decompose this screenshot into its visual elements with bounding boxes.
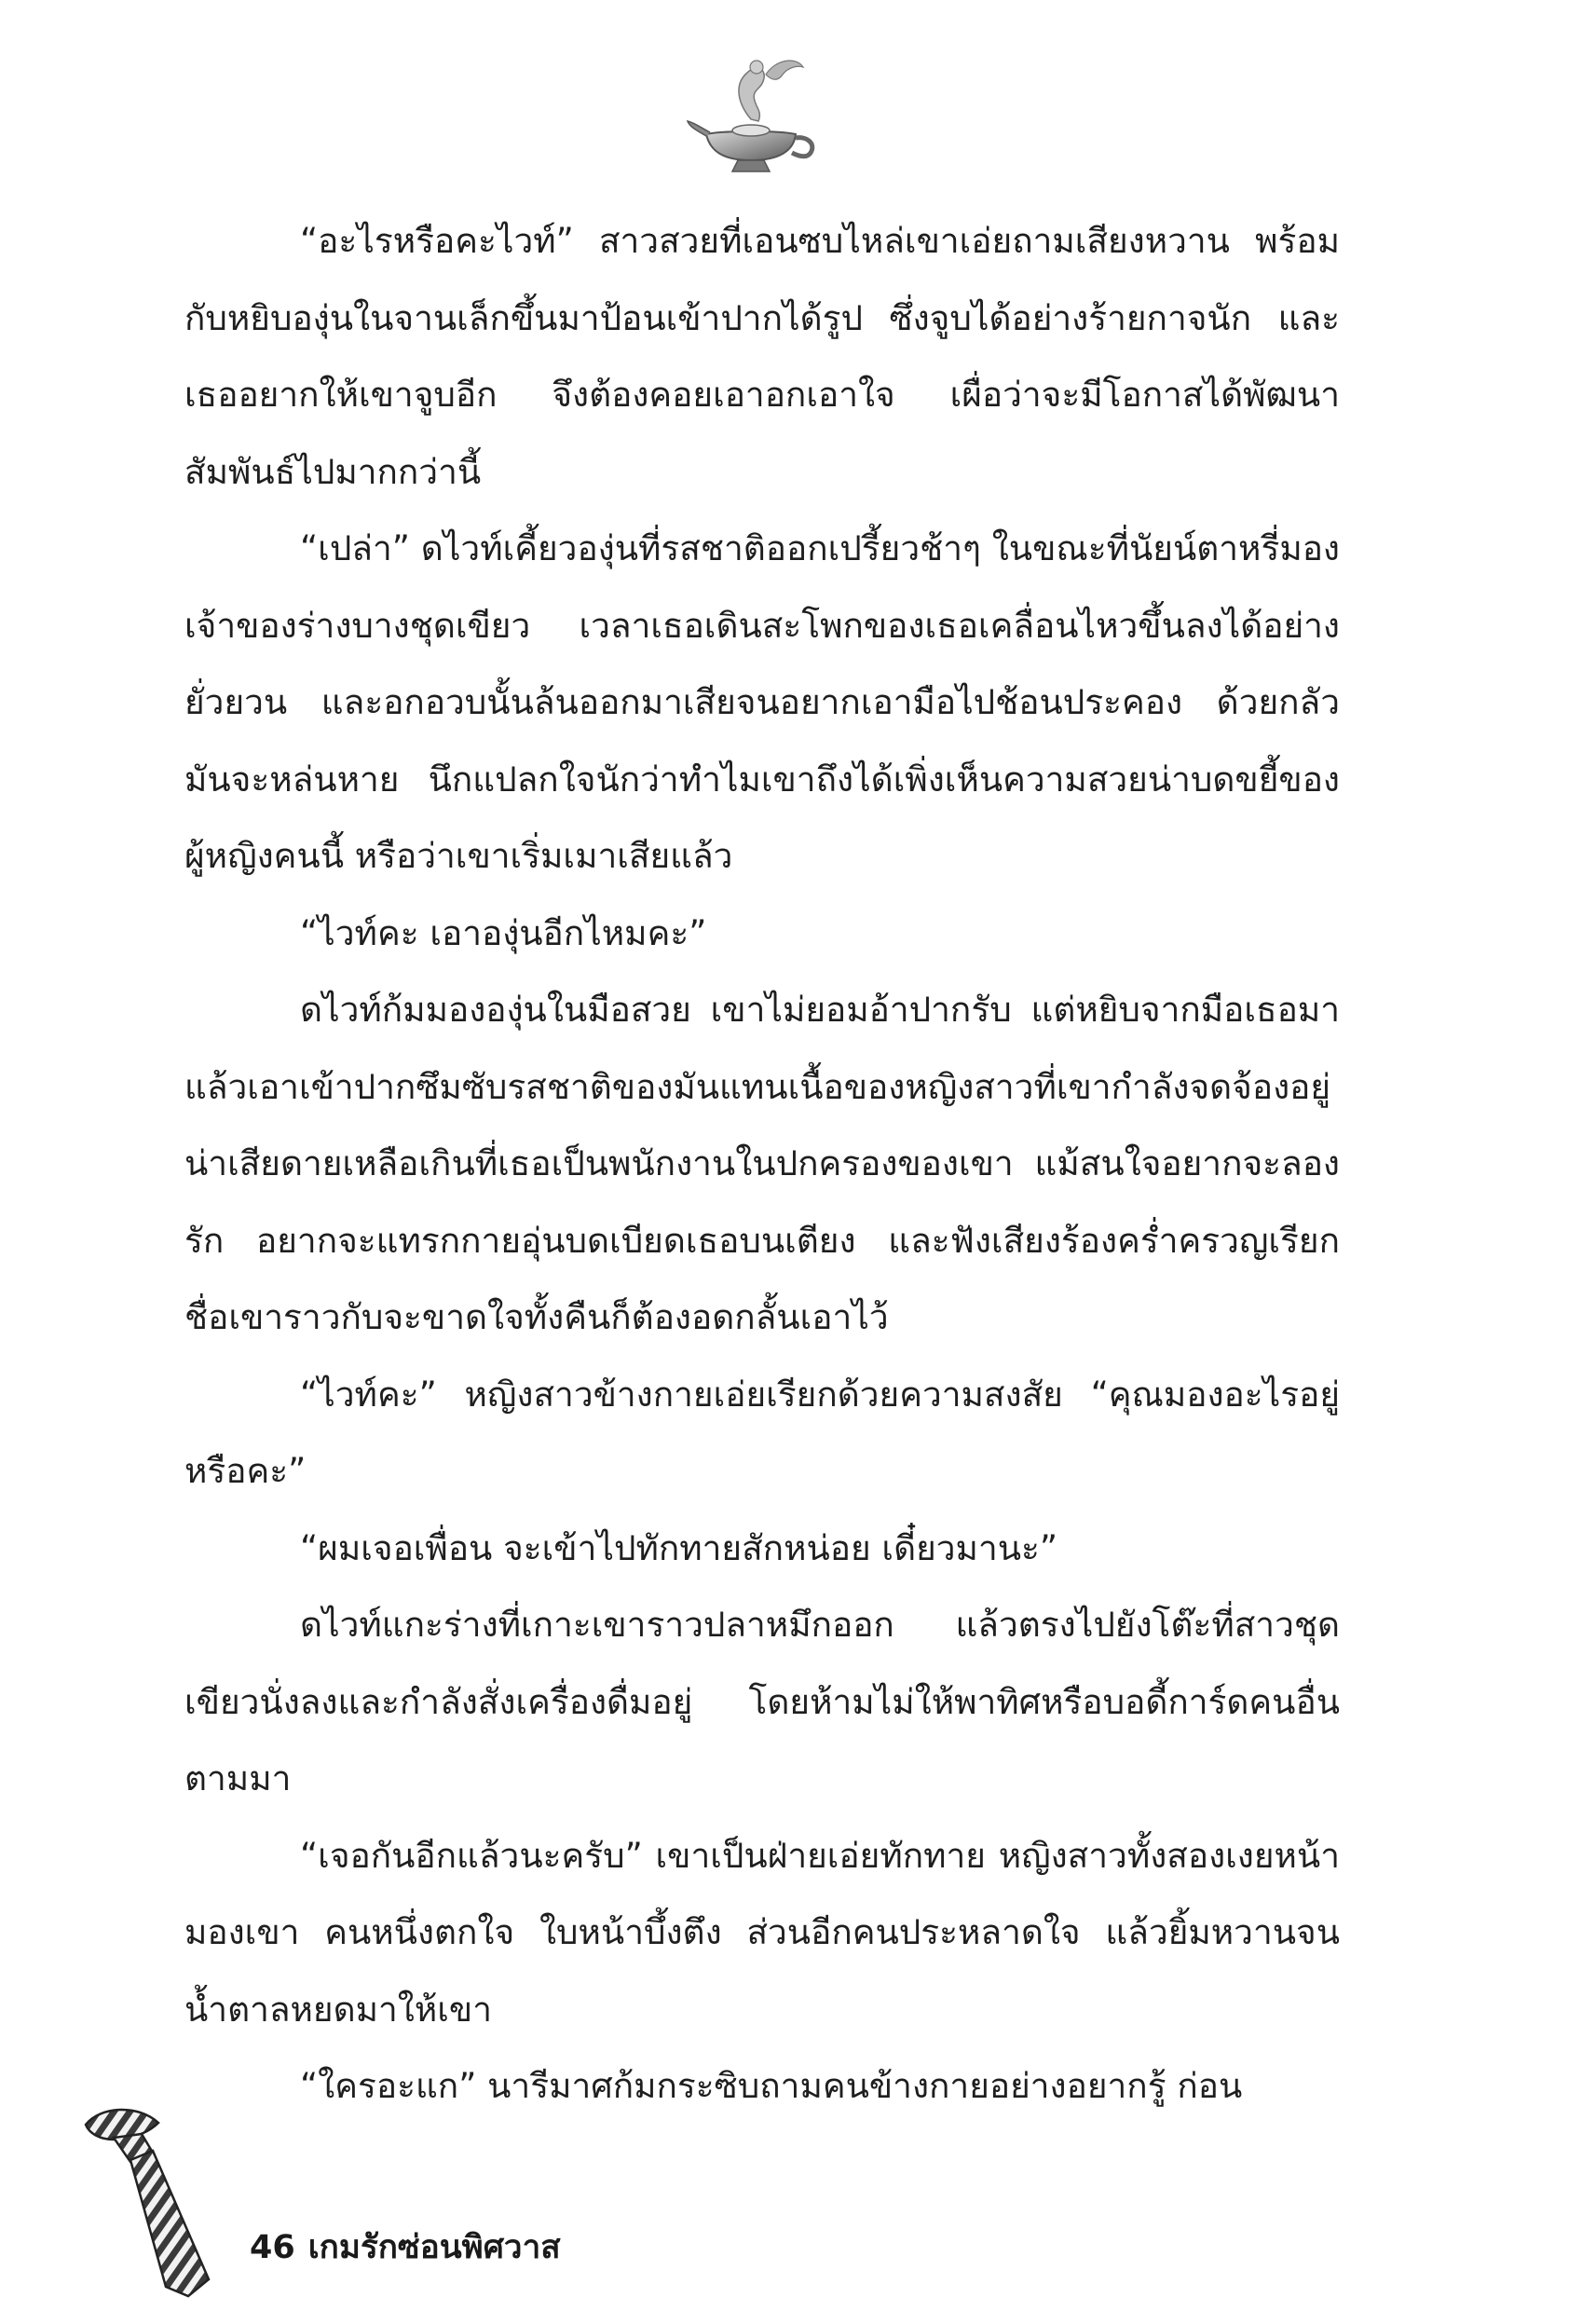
paragraph: “ใครอะแก” นารีมาศก้มกระซิบถามคนข้างกายอย่างอยากรู้ ก่อน [300, 2066, 1243, 2106]
paragraph: “เจอกันอีกแล้วนะครับ” เขาเป็นฝ่ายเอ่ยทักทาย หญิงสาวทั้งสองเงยหน้ามองเขา คนหนึ่งตกใจ ใบหน้าบึ้งตึง ส่วนอีกคนประหลาดใจ แล้วยิ้มหวานจนน้ำตาลหยดมาให้เขา [184, 1835, 1340, 2030]
paragraph: “ผมเจอเพื่อน จะเข้าไปทักทายสักหน่อย เดี๋ยวมานะ” [300, 1527, 1058, 1568]
genie-lamp-icon [686, 47, 821, 177]
paragraph: ดไวท์ก้มมององุ่นในมือสวย เขาไม่ยอมอ้าปากรับ แต่หยิบจากมือเธอมา แล้วเอาเข้าปากซึมซับรสชาติของมันแทนเนื้อของหญิงสาวที่เขากำลังจดจ้องอยู่ น่าเสียดายเหลือเกินที่เธอเป็นพนักงานในปกครองของเขา แม้สนใจอยากจะลองรัก อยากจะแทรกกายอุ่นบดเบียดเธอบนเตียง และฟังเสียงร้องคร่ำครวญเรียกชื่อเขาราวกับจะขาดใจทั้งคืนก็ต้องอดกลั้นเอาไว้ [184, 990, 1340, 1337]
body-text [184, 203, 1340, 2126]
paragraph: “อะไรหรือคะไวท์” สาวสวยที่เอนซบไหล่เขาเอ่ยถามเสียงหวาน พร้อมกับหยิบองุ่นในจานเล็กขึ้นมาป้อนเข้าปากได้รูป ซึ่งจูบได้อย่างร้ายกาจนัก และเธออยากให้เขาจูบอีก จึงต้องคอยเอาอกเอาใจ เผื่อว่าจะมีโอกาสได้พัฒนาสัมพันธ์ไปมากกว่านี้ [184, 221, 1340, 492]
paragraph: ดไวท์แกะร่างที่เกาะเขาราวปลาหมึกออก แล้วตรงไปยังโต๊ะที่สาวชุดเขียวนั่งลงและกำลังสั่งเครื่องดื่มอยู่ โดยห้ามไม่ให้พาทิศหรือบอดี้การ์ดคนอื่นตามมา [184, 1605, 1340, 1798]
necktie-icon [73, 2097, 222, 2302]
paragraph: “ไวท์คะ” หญิงสาวข้างกายเอ่ยเรียกด้วยความสงสัย “คุณมองอะไรอยู่หรือคะ” [184, 1374, 1340, 1491]
paragraph: “เปล่า” ดไวท์เคี้ยวองุ่นที่รสชาติออกเปรี้ยวช้าๆ ในขณะที่นัยน์ตาหรี่มองเจ้าของร่างบางชุดเขียว เวลาเธอเดินสะโพกของเธอเคลื่อนไหวขึ้นลงได้อย่างยั่วยวน และอกอวบนั้นล้นออกมาเสียจนอยากเอามือไปช้อนประคอง ด้วยกลัวมันจะหล่นหาย นึกแปลกใจนักว่าทำไมเขาถึงได้เพิ่งเห็นความสวยน่าบดขยี้ของผู้หญิงคนนี้ หรือว่าเขาเริ่มเมาเสียแล้ว [184, 528, 1340, 876]
page-footer [250, 2222, 561, 2273]
paragraph: “ไวท์คะ เอาองุ่นอีกไหมคะ” [300, 912, 707, 953]
book-title: เกมรักซ่อนพิศวาส [307, 2229, 561, 2266]
page-number: 46 [250, 2229, 295, 2266]
